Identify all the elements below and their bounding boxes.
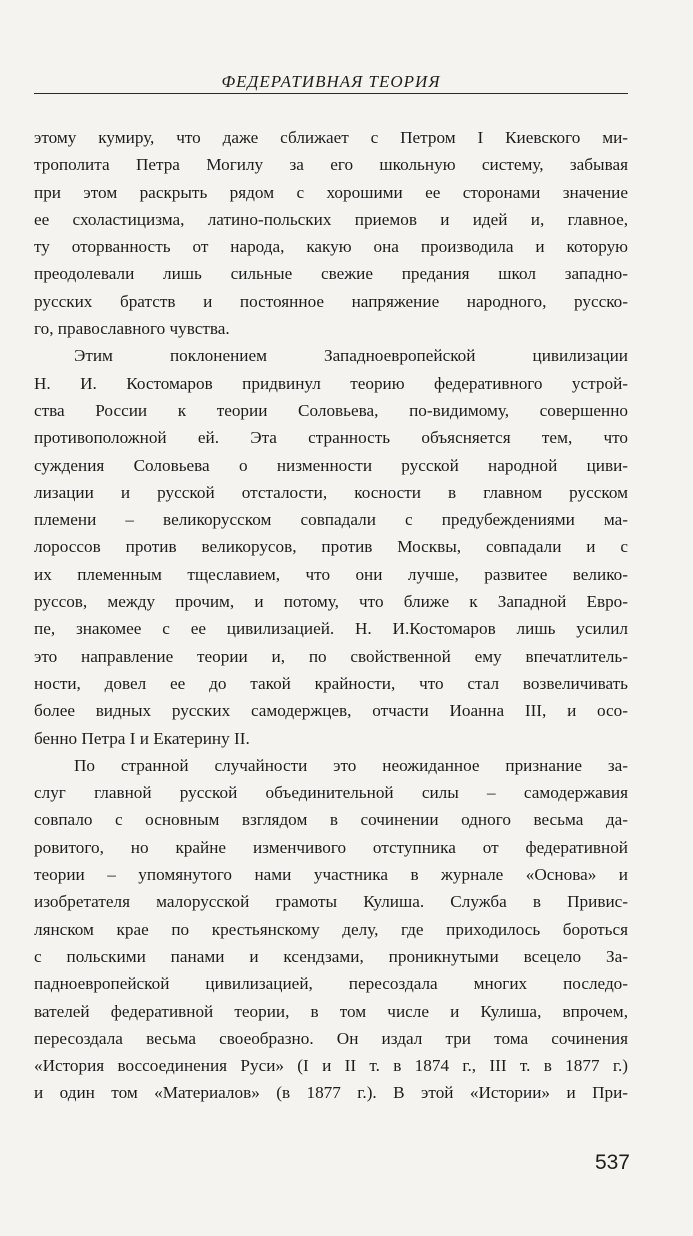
text-line: Этим поклонением Западноевропейской цивилизации bbox=[74, 346, 628, 366]
paragraph-3 bbox=[34, 752, 628, 1107]
text-line: противоположной ей. Эта странность объясняется тем, что bbox=[34, 428, 628, 448]
text-line: «История воссоединения Руси» (I и II т. в 1874 г., III т. в 1877 г.) bbox=[34, 1056, 628, 1076]
text-line: этому кумиру, что даже сближает с Петром I Киевского ми- bbox=[34, 128, 628, 147]
text-line: ее схоластицизма, латино-польских приемов и идей и, главное, bbox=[34, 209, 628, 229]
text-line: русских братств и постоянное напряжение народного, русско- bbox=[34, 291, 628, 311]
text-line: лизации и русской отсталости, косности в главном русском bbox=[34, 482, 628, 502]
text-line: пересоздала весьма своеобразно. Он издал три тома сочинения bbox=[34, 1028, 628, 1048]
text-line: бенно Петра I и Екатерину II. bbox=[34, 728, 250, 748]
paragraph-1 bbox=[34, 124, 628, 342]
text-line: суждения Соловьева о низменности русской народной циви- bbox=[34, 455, 628, 475]
text-line: лянском крае по крестьянскому делу, где приходилось бороться bbox=[34, 919, 628, 939]
text-line: это направление теории и, по свойственной ему впечатлитель- bbox=[34, 646, 628, 666]
text-line: совпало с основным взглядом в сочинении одного весьма да- bbox=[34, 810, 628, 830]
text-line: племени – великорусском совпадали с предубеждениями ма- bbox=[34, 510, 628, 530]
header-rule bbox=[34, 93, 628, 94]
text-line: изобретателя малорусской грамоты Кулиша. Служба в Привис- bbox=[34, 892, 628, 912]
text-line: теории – упомянутого нами участника в журнале «Основа» и bbox=[34, 865, 628, 885]
body-text bbox=[34, 124, 628, 1107]
text-line: слуг главной русской объединительной силы – самодержавия bbox=[34, 783, 628, 803]
text-line: руссов, между прочим, и потому, что ближе к Западной Евро- bbox=[34, 592, 628, 612]
text-line: ности, довел ее до такой крайности, что стал возвеличивать bbox=[34, 673, 628, 693]
text-line: при этом раскрыть рядом с хорошими ее сторонами значение bbox=[34, 182, 628, 202]
page-number: 537 bbox=[594, 1151, 630, 1174]
text-line: лороссов против великорусов, против Москвы, совпадали и с bbox=[34, 537, 628, 557]
text-line: пе, знакомее с ее цивилизацией. Н. И.Костомаров лишь усилил bbox=[34, 619, 628, 639]
running-head: ФЕДЕРАТИВНАЯ ТЕОРИЯ bbox=[221, 72, 441, 91]
text-line: падноевропейской цивилизацией, пересоздала многих последо- bbox=[34, 974, 628, 994]
text-line: вателей федеративной теории, в том числе и Кулиша, впрочем, bbox=[34, 1001, 628, 1021]
text-line: ту оторванность от народа, какую она производила и которую bbox=[34, 237, 628, 257]
text-line: их племенным тщеславием, что они лучше, развитее велико- bbox=[34, 564, 628, 584]
text-line: ровитого, но крайне изменчивого отступника от федеративной bbox=[34, 837, 628, 857]
text-line: го, православного чувства. bbox=[34, 319, 230, 339]
text-line: По странной случайности это неожиданное признание за- bbox=[74, 755, 628, 775]
text-line: ства России к теории Соловьева, по-видимому, совершенно bbox=[34, 400, 628, 420]
text-line: более видных русских самодержцев, отчасти Иоанна III, и осо- bbox=[34, 701, 628, 721]
text-line: Н. И. Костомаров придвинул теорию федеративного устрой- bbox=[34, 373, 628, 393]
text-line: с польскими панами и ксендзами, проникнутыми всецело За- bbox=[34, 946, 628, 966]
text-line: преодолевали лишь сильные свежие предания школ западно- bbox=[34, 264, 628, 284]
text-line: и один том «Материалов» (в 1877 г.). В этой «Истории» и При- bbox=[34, 1083, 628, 1103]
paragraph-2 bbox=[34, 342, 628, 751]
text-line: трополита Петра Могилу за его школьную систему, забывая bbox=[34, 155, 628, 175]
